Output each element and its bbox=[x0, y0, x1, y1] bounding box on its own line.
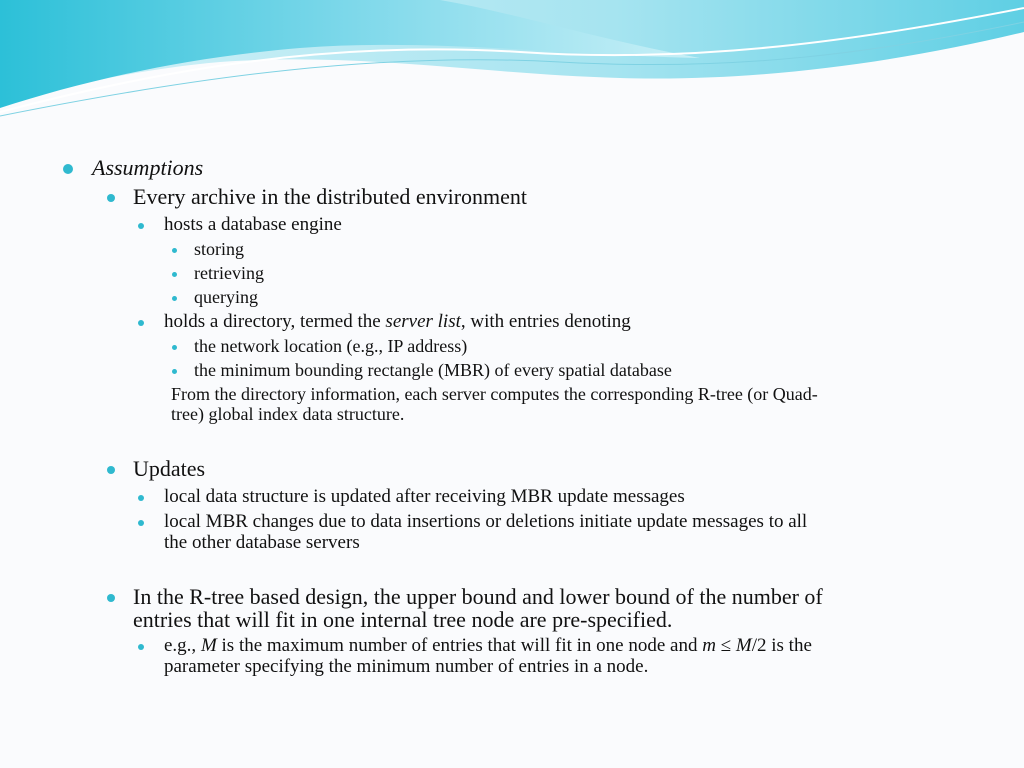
directory-note-line2: tree) global index data structure. bbox=[171, 404, 405, 424]
bullet-l4 bbox=[172, 296, 177, 301]
list-item-retrieving: retrieving bbox=[194, 263, 264, 283]
list-item-network-location: the network location (e.g., IP address) bbox=[194, 336, 468, 356]
list-item-mbr: the minimum bounding rectangle (MBR) of every spatial database bbox=[194, 360, 672, 380]
bullet-l2 bbox=[107, 466, 115, 474]
rtree-point-line1: In the R-tree based design, the upper bound and lower bound of the number of bbox=[133, 584, 823, 609]
list-item-querying: querying bbox=[194, 287, 258, 307]
hosts-point: hosts a database engine bbox=[164, 214, 342, 235]
rtree-point-line2: entries that will fit in one internal tree node are pre-specified. bbox=[133, 607, 673, 632]
bullet-l4 bbox=[172, 345, 177, 350]
updates-item-2-line1: local MBR changes due to data insertions or deletions initiate update messages to all bbox=[164, 511, 808, 532]
updates-item-1: local data structure is updated after receiving MBR update messages bbox=[164, 486, 685, 507]
holds-point: holds a directory, termed the server list, with entries denoting bbox=[164, 311, 631, 332]
directory-note-line1: From the directory information, each server computes the corresponding R-tree (or Quad- bbox=[171, 384, 818, 404]
archive-point: Every archive in the distributed environment bbox=[133, 184, 528, 209]
updates-item-2-line2: the other database servers bbox=[164, 532, 360, 553]
bullet-l1 bbox=[63, 164, 73, 174]
bullet-l2 bbox=[107, 194, 115, 202]
list-item-storing: storing bbox=[194, 239, 245, 259]
rtree-example-line2: parameter specifying the minimum number of entries in a node. bbox=[164, 656, 649, 677]
assumptions-heading: Assumptions bbox=[92, 155, 204, 180]
updates-point: Updates bbox=[133, 456, 206, 481]
bullet-l3 bbox=[138, 644, 144, 650]
bullet-l4 bbox=[172, 272, 177, 277]
bullet-l3 bbox=[138, 223, 144, 229]
rtree-example-line1: e.g., M is the maximum number of entries that will fit in one node and m ≤ M/2 is the bbox=[164, 635, 812, 656]
bullet-l3 bbox=[138, 520, 144, 526]
bullet-l3 bbox=[138, 320, 144, 326]
bullet-l4 bbox=[172, 369, 177, 374]
bullet-l3 bbox=[138, 495, 144, 501]
bullet-l2 bbox=[107, 594, 115, 602]
bullet-l4 bbox=[172, 248, 177, 253]
